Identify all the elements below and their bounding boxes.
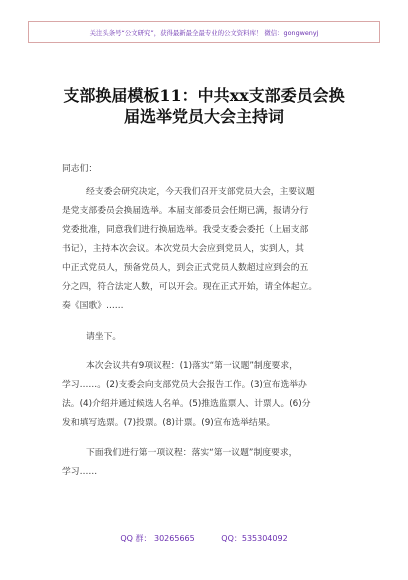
paragraph-line: 奏《国歌》……: [62, 301, 124, 311]
paragraph-line: 经支委会研究决定，今天我们召开支部党员大会，主要议题: [86, 187, 315, 197]
paragraph-line: 学习……: [62, 467, 98, 477]
paragraph-line: 是党支部委员会换届选举。本届支部委员会任期已满，报请分行: [62, 206, 309, 216]
paragraph-line: 中正式党员人，预备党员人，到会正式党员人数超过应到会的五: [62, 263, 309, 273]
paragraph-line: 学习……。(2)支委会向支部党员大会报告工作。(3)宣布选举办: [62, 380, 307, 390]
paragraph-line: 下面我们进行第一项议程：落实“第一议题”制度要求，: [86, 448, 298, 458]
paragraph-line: 发和填写选票。(7)投票。(8)计票。(9)宣布选举结果。: [62, 418, 276, 428]
footer-qq: QQ：535304092: [221, 534, 288, 543]
footer-qq-group: QQ 群： 30265665: [120, 534, 195, 543]
paragraph-line: 本次会议共有9项议程：(1)落实“第一议题”制度要求，: [86, 361, 298, 371]
paragraph-line: 法。(4)介绍并通过候选人名单。(5)推选监票人、计票人。(6)分: [62, 399, 311, 409]
paragraph-line: 请坐下。: [86, 332, 122, 342]
header-banner-text: 关注头条号“公文研究”，获得最新最全最专业的公文资料库！ 微信：gongwenyj: [89, 28, 319, 37]
salutation: 同志们：: [62, 164, 98, 174]
header-banner: [28, 21, 380, 43]
paragraph-line: 书记），主持本次会议。本次党员大会应到党员人，实到人，其: [62, 244, 304, 254]
paragraph-line: 分之四，符合法定人数，可以开会。现在正式开始，请全体起立。: [62, 282, 318, 292]
document-title-line-2: 届选举党员大会主持词: [123, 107, 284, 126]
paragraph-line: 党委批准，同意我们进行换届选举。我受支委会委托（上届支部: [62, 225, 309, 235]
footer-contact: [0, 533, 408, 544]
document-title-line-1: 支部换届模板11：中共xx支部委员会换: [63, 86, 345, 105]
